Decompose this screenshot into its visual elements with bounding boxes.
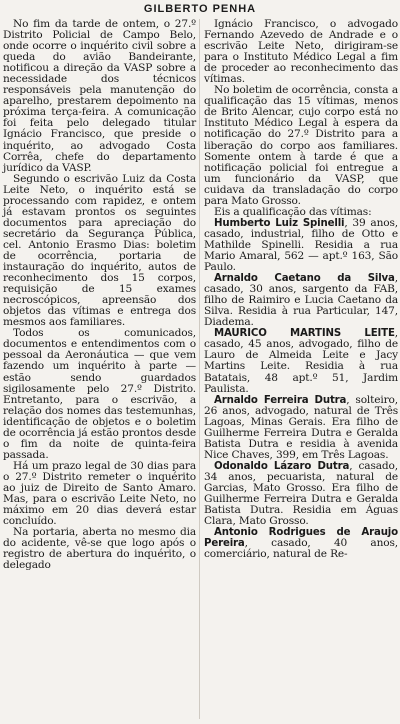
victim-name: Antonio Rodrigues de Araujo Pereira [204, 527, 398, 550]
victim-details: , casado, 34 anos, pecuarista, natural de Garcias, Mato Grosso. Era filho de Guilherme Ferreira Dutra e Geralda Batista Dutra. Residia em Águas Clara, Mato Grosso. [204, 459, 398, 528]
right-column [204, 19, 398, 560]
victim-name: Arnaldo Ferreira Dutra [214, 394, 347, 406]
paragraph: Todos os comunicados, documentos e entendimentos com o pessoal da Aeronáutica — que vem fazendo um inquérito à parte — estão sendo guardados sigilosamente pelo 27.º Distrito. Entretanto, para o escrivão, a relação dos nomes das testemunhas, identificação de objetos e o boletim de ocorrência já estão prontos desde o fim da noite de quinta-feira passada. [3, 327, 196, 461]
victim-name: Odonaldo Lázaro Dutra [214, 460, 350, 472]
victim-entry [204, 273, 398, 328]
victim-entry [204, 461, 398, 527]
paragraph: Há um prazo legal de 30 dias para o 27.º Distrito remeter o inquérito ao juiz de Direito de Santo Amaro. Mas, para o escrivão Leite Neto, no máximo em 20 dias deverá estar concluído. [3, 459, 196, 528]
left-column [3, 19, 196, 571]
victim-name: Arnaldo Caetano da Silva [214, 273, 395, 285]
victim-name: MAURICO MARTINS LEITE [214, 328, 395, 340]
victim-entry [204, 218, 398, 273]
victim-details: , casado, 30 anos, sargento da FAB, filho de Raimiro e Lucia Caetano da Silva. Residia à rua Particular, 147, Diadema. [204, 272, 398, 329]
paragraph: No fim da tarde de ontem, o 27.º Distrito Policial de Campo Belo, onde ocorre o inquérito civil sobre a queda do avião Bandeirante, notificou a direção da VASP sobre a necessidade dos técnicos responsáveis pela manutenção do aparelho, prestarem depoimento na próxima terça-feira. A comunicação foi feita pelo delegado titular Ignácio Francisco, que preside o inquérito, ao advogado Costa Corrêa, chefe do departamento jurídico da VASP. [3, 18, 196, 174]
paragraph: Segundo o escrivão Luiz da Costa Leite Neto, o inquérito está se processando com rapidez, e ontem já estavam prontos os seguintes documentos para apreciação do secretário da Segurança Pública, cel. Antonio Erasmo Dias: boletim de ocorrência, portaria de instauração do inquérito, autos de reconhecimento dos 15 corpos, requisição de 15 exames necroscópicos, apreensão dos objetos das vítimas e entrega dos mesmos aos familiares. [3, 172, 196, 329]
victim-entry [204, 527, 398, 560]
victim-details: , 39 anos, casado, industrial, filho de Otto e Mathilde Spinelli. Residia a rua Mario Amaral, 562 — apt.º 163, São Paulo. [204, 216, 398, 274]
victim-details: , solteiro, 26 anos, advogado, natural de Três Lagoas, Minas Gerais. Era filho de Guilherme Ferreira Dutra e Geralda Batista Dutra e residia à avenida Nice Chaves, 399, em Três Lagoas. [204, 393, 398, 461]
paragraph: No boletim de ocorrência, consta a qualificação das 15 vítimas, menos de Brito Alencar, cujo corpo está no Instituto Médico Legal à espera da notificação do 27.º Distrito para a liberação do corpo aos familiares. Somente ontem à tarde é que a notificação policial foi entregue a um funcionário da VASP, que cuidava da transladação do corpo para Mato Grosso. [204, 84, 398, 207]
victim-name: Humberto Luiz Spinelli [214, 217, 345, 229]
paragraph: Eis a qualificação das vítimas: [214, 205, 372, 218]
victim-entry [204, 328, 398, 394]
victim-details: , casado, 40 anos, comerciário, natural de Re- [204, 537, 398, 561]
paragraph: Na portaria, aberta no mesmo dia do acidente, vê-se que logo após o registro de abertura do inquérito, o delegado [3, 526, 196, 572]
byline: GILBERTO PENHA [143, 3, 257, 15]
victim-details: , casado, 45 anos, advogado, filho de Lauro de Almeida Leite e Jacy Martins Leite. Residia à rua Batatais, 48 apt.º 51, Jardim Paulista. [204, 327, 398, 395]
victim-entry [204, 395, 398, 461]
column-divider [199, 19, 200, 719]
paragraph: Ignácio Francisco, o advogado Fernando Azevedo de Andrade e o escrivão Leite Neto, dirigiram-se para o Instituto Médico Legal a fim de proceder ao reconhecimento das vítimas. [204, 18, 398, 86]
